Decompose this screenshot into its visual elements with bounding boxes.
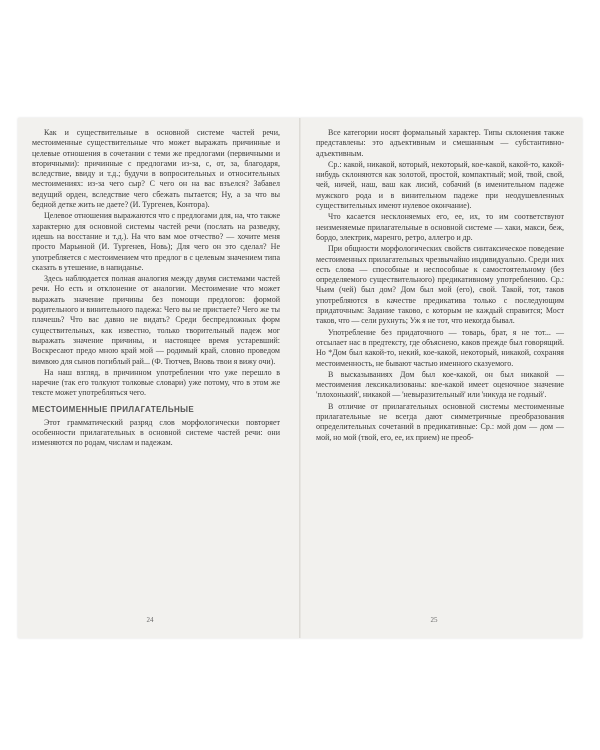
right-paragraph-6: В высказываниях Дом был кое-какой, он был никакой — местоимения лексикализованы: кое-какой имеет оценочное значение 'плохонький', никакой — 'невыразительный' или 'никуда не годный'. xyxy=(316,369,564,400)
section-heading: МЕСТОИМЕННЫЕ ПРИЛАГАТЕЛЬНЫЕ xyxy=(32,404,195,414)
right-page-number: 25 xyxy=(430,616,438,624)
right-paragraph-1: Все категории носят формальный характер. Типы склонения также представлены: это адъективным и смешанным — субстантивно-адъективным. xyxy=(316,128,564,158)
right-page xyxy=(316,128,564,444)
book-gutter xyxy=(299,118,301,638)
left-paragraph-4: На наш взгляд, в причинном употреблении что уже перешло в наречие (так его толкуют толковые словари) уже потому, что в этом же тексте может употребляться чего. xyxy=(32,367,280,398)
left-page xyxy=(32,128,280,450)
right-paragraph-2: Ср.: какой, никакой, который, некоторый, кое-какой, какой-то, какой-нибудь склоняются как золотой, простой, компактный; мой, твой, свой, чей, ничей, наш, ваш как лисий, собачий (в именительном падеже мужского рода и в винительном падеже при неодушевленных существительных имеют нулевое окончание). xyxy=(316,159,564,211)
right-paragraph-7: В отличие от прилагательных основной системы местоименные прилагательные не всегда дают симметричные преобразования определительных сочетаний в предикативные: Ср.: мой дом — дом — мой, но мой (твой, его, ее, их прием) не преоб- xyxy=(316,401,564,442)
book-spread xyxy=(18,118,582,638)
left-paragraph-2: Целевое отношения выражаются что с предлогами для, на, что также характерно для основной системы частей речи (послать на разведку, идешь на восстание и т.д.). На что вам мое отчество? — хочите меня просто Марьиной (И. Тургенев, Новь); Для чего он это сделал? Не употребляется с местоимением что предлог в с целевым значением типа сказать в утешение, в напиданье. xyxy=(32,211,280,272)
left-page-number: 24 xyxy=(146,616,154,624)
right-paragraph-5: Употребление без придаточного — товарь, брат, я не тот... — отсылает нас в предтексту, где объяснено, каков прежде был говорящий. Но *Дом был какой-то, некий, кое-какой, некоторый, никакой, сохраняя местоименность, не бывают частью именного сказуемого. xyxy=(316,327,564,368)
right-paragraph-3: Что касается несклоняемых его, ее, их, то им соответствуют неизменяемые прилагательные в основной системе — хаки, макси, беж, бордо, электрик, маренго, ретро, аллегро и др. xyxy=(316,212,564,242)
section-paragraph: Этот грамматический разряд слов морфологически повторяет особенности прилагательных в основной системе частей речи: они изменяются по родам, числам и падежам. xyxy=(32,417,280,448)
left-paragraph-1: Как и существительные в основной системе частей речи, местоименные существительные что может выражать причинные и целевые отношения в сочетании с теми же предлогами (первичными и вторичными): причинные с предлогами из-за, с, от, за, благодаря, вследствие, ввиду и т.д.; будучи в вопросительных и относительных местоимениях: из-за чего сыр? С чего он на вас взъелся? Забавел ведущий орден, вследствие чего сбежать пытается; Ну, а за что вы бедной детке жить не даете? (И. Тургенев, Контора). xyxy=(32,128,280,210)
left-paragraph-3: Здесь наблюдается полная аналогия между двумя системами частей речи. Но есть и отклонение от аналогии. Местоимение что может выражать значение причины без помощи предлогов: формой родительного и винительного падежа: Чего вы не пристаете? Чего же ты плачешь? Что вас давно не видать? Среди беспредложных форм существительных, как известно, только творительный падеж мог выражать значение причины, и настоящее время устаревший: Воскресают предо мною край мой — родимый край, словно проведом вимвою для сынов погиблый рай... (Ф. Тютчев, Вновь твои я вижу очи). xyxy=(32,274,280,366)
right-paragraph-4: При общности морфологических свойств синтаксическое поведение местоименных прилагательных чрезвычайно индивидуально. Среди них есть слова — способные и неспособные к самостоятельному (без определяемого существительного) предикативному употреблению. Ср.: Чьим (чей) был дом? Дом был мой (его), свой. Такой, тот, таков употребляются в качестве предикатива только с последующим придаточным: Задание таково, с которым не каждый справится; Мост таков, что — сели рухнуть; Уж я не тот, что некогда бывал. xyxy=(316,244,564,326)
